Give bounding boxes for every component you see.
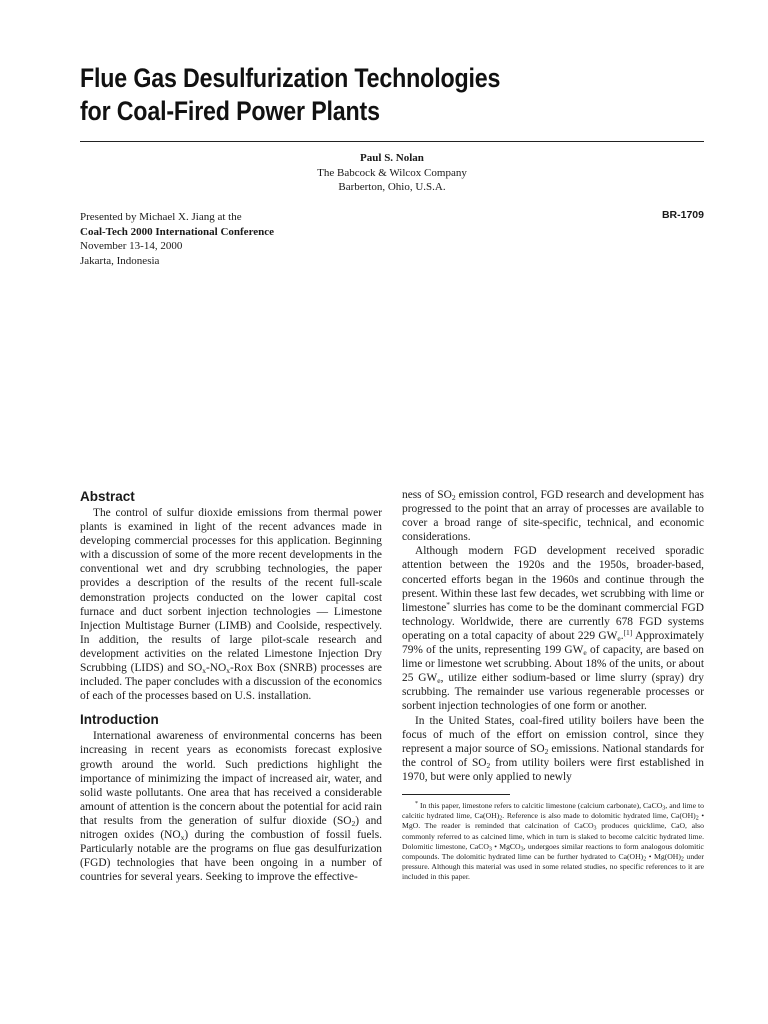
conference-name: Coal-Tech 2000 International Conference bbox=[80, 225, 275, 238]
intro-paragraph-1-continued: ness of $SO_2$ emission control, FGD research and development has progressed to the point that an array of processes are available to cover a broad range of site-specific, technical, and economic considerations. bbox=[402, 489, 704, 544]
title-line-1: Flue Gas Desulfurization Technologies bbox=[80, 63, 501, 93]
footnote-marker: * bbox=[446, 599, 451, 609]
author-location: Barberton, Ohio, U.S.A. bbox=[338, 181, 446, 193]
abstract-paragraph: The control of sulfur dioxide emissions from thermal power plants is examined in light of the recent advances made in developing commercial processes for this application. Beginning with a discussion of some of the more recent developments in the conventional wet and dry scrubbing technologies, the paper provides a description of the results of the recent full-scale demonstration projects conducted on the lower capital cost furnace and duct sorbent injection technologies — Limestone Injection Multistage Burner (LIMB) and Coolside, respectively. In addition, the results of large pilot-scale research and development activities on the related Limestone Injection Dry Scrubbing (LIDS) and $SO_x-NO_x$-Rox Box (SNRB) processes are included. The paper concludes with a discussion of the economics of each of the processes based on U.S. installation. bbox=[80, 507, 382, 703]
reference-marker: [1] bbox=[623, 627, 633, 637]
abstract-heading: Abstract bbox=[80, 489, 135, 504]
conference-dates: November 13-14, 2000 bbox=[80, 240, 183, 252]
footnote-rule bbox=[402, 794, 510, 795]
author-block bbox=[80, 151, 704, 195]
title-rule bbox=[80, 141, 704, 142]
introduction-heading: Introduction bbox=[80, 712, 159, 728]
footnote: * In this paper, limestone refers to calcitic limestone (calcium carbonate), CaCO$_3$, and lime to calcitic hydrated lime, $Ca(OH)_2$. Reference is also made to dolomitic hydrated lime, $Ca(OH)_2$ • MgO. The reader is reminded that calcination of CaCO$_3$ produces quicklime, CaO, also commonly referred to as calcined lime, which in turn is slaked to become calcitic hydrated lime. Dolomitic limestone, CaCO$_3$ • MgCO$_3$, undergoes similar reactions to form analogous dolomitic compounds. The dolomitic hydrated lime can be further hydrated to $Ca(OH)_2$ • $Mg(OH)_2$ under pressure. Although this material was used in some related studies, no specific references to it are included in this paper. bbox=[402, 800, 705, 882]
author-company: The Babcock & Wilcox Company bbox=[317, 166, 467, 179]
intro-paragraph-2: Although modern FGD development received sporadic attention between the 1920s and the 1950s, broader-based, concerted efforts began in the 1960s and continue through the present. Within these last few decades, wet scrubbing with lime or limestone* slurries has come to be the dominant commercial FGD technology. Worldwide, there are currently 678 FGD systems operating on a total capacity of about 229 $GW_e.[1]$ Approximately 79% of the units, representing 199 $GW_e$ of capacity, are based on lime or limestone wet scrubbing. About 18% of the units, or about 25 $GW_e$, utilize either sodium-based or lime slurry (spray) dry scrubbing. The remainder use various regenerable processes or sorbent injection technologies of one form or another. bbox=[402, 545, 705, 713]
presented-by: Presented by Michael X. Jiang at the bbox=[80, 211, 242, 223]
author-name: Paul S. Nolan bbox=[360, 152, 424, 164]
paper-title bbox=[80, 62, 596, 128]
presentation-info bbox=[80, 210, 440, 268]
intro-paragraph-1: International awareness of environmental concerns has been increasing in recent years as economists forecast explosive growth around the world. Such predictions highlight the importance of minimizing the impact of increased air, water, and solid waste pollutants. One area that has received a considerable amount of attention is the concern about the potential for acid rain that results from the generation of sulfur dioxide $(SO_2)$ and nitrogen oxides $(NO_x)$ during the combustion of fossil fuels. Particularly notable are the programs on flue gas desulfurization (FGD) technologies that have been ongoing in a number of countries for several years. Seeking to improve the effective- bbox=[80, 730, 383, 884]
left-column bbox=[80, 488, 382, 884]
conference-venue: Jakarta, Indonesia bbox=[80, 254, 160, 267]
intro-paragraph-3: In the United States, coal-fired utility boilers have been the focus of much of the effort on emission control, since they represent a major source of $SO_2$ emissions. National standards for the control of $SO_2$ from utility boilers were first established in 1970, but were only applied to newly bbox=[402, 714, 704, 783]
right-column bbox=[402, 488, 704, 883]
title-line-2: for Coal-Fired Power Plants bbox=[80, 96, 380, 126]
document-code: BR-1709 bbox=[661, 209, 704, 221]
